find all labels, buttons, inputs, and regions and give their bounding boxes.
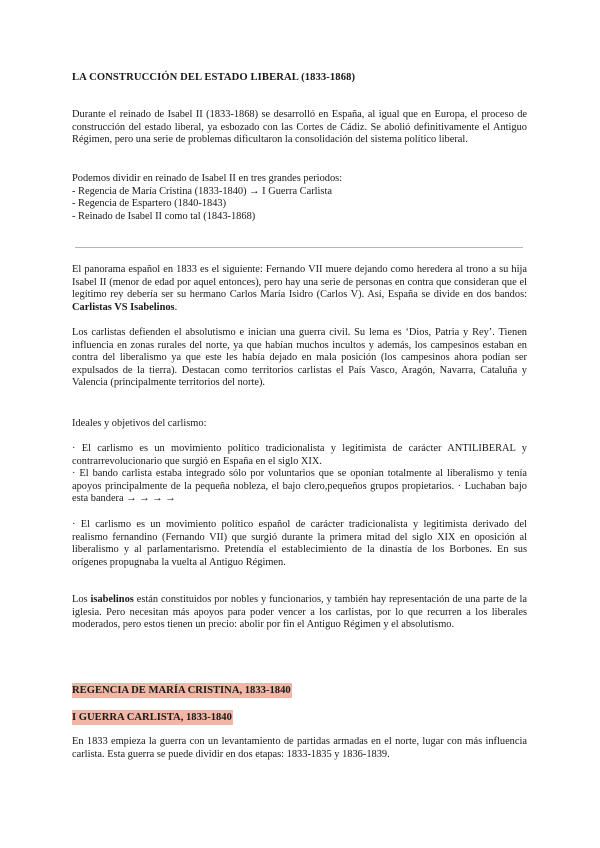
period-item: - Regencia de Espartero (1840-1843) (72, 198, 227, 210)
isabelinos-pre: Los (72, 594, 91, 605)
periods-intro: Podemos dividir en reinado de Isabel II en tres grandes periodos: (72, 173, 343, 184)
isabelinos-paragraph (72, 594, 527, 632)
period-item: - Reinado de Isabel II como tal (1843-1868) (72, 210, 256, 222)
ideales-heading: Ideales y objetivos del carlismo: (72, 418, 207, 429)
heading-guerra: I GUERRA CARLISTA, 1833-1840 (72, 712, 232, 723)
guerra-paragraph: En 1833 empieza la guerra con un levantamiento de partidas armadas en el norte, lugar con más influencia carlista. Esta guerra se puede dividir en dos etapas: 1833-1835 y 1836-1839. (72, 736, 527, 760)
period-item: - Regencia de María Cristina (1833-1840) → I Guerra Carlista (72, 185, 332, 197)
panorama-end: . (174, 301, 178, 313)
isabelinos-bold: isabelinos (90, 594, 134, 605)
ideal-item-2: · El bando carlista estaba integrado sólo por voluntarios que se oponían totalmente al liberalismo y tenía apoyos principalmente de la pequeña nobleza, el bajo clero,pequeños grupos propietarios. · Luchaban bajo esta bandera → → → → (72, 468, 527, 505)
document-title: LA CONSTRUCCIÓN DEL ESTADO LIBERAL (1833-1868) (72, 72, 356, 83)
intro-paragraph: Durante el reinado de Isabel II (1833-1868) se desarrolló en España, al igual que en Europa, el proceso de construcción del estado liberal, ya esbozado con las Cortes de Cádiz. Se abolió definitivamente el Antiguo Régimen, pero una serie de problemas dificultaron la consolidación del sistema político liberal. (72, 109, 527, 146)
ideal-item-3: · El carlismo es un movimiento político español de carácter tradicionalista y legitimista derivado del realismo fernandino (Fernando VII) que surgió durante la primera mitad del siglo XIX en oposición al liberalismo y al parlamentarismo. Pretendía el establecimiento de la dinastía de los Borbones. En sus orígenes propugnaba la vuelta al Antiguo Régimen. (72, 519, 527, 568)
heading-regencia: REGENCIA DE MARÍA CRISTINA, 1833-1840 (72, 685, 291, 696)
panorama-paragraph (72, 264, 527, 314)
panorama-text: El panorama español en 1833 es el siguiente: Fernando VII muere dejando como heredera al trono a su hija Isabel II (menor de edad por aquel entonces), pero hay una serie de personas en contra que consideran que el legítimo rey debería ser su hermano Carlos María Isidro (Carlos V). Así, España se divide en dos bandos: (72, 264, 527, 301)
horizontal-divider (75, 247, 523, 248)
panorama-bold: Carlistas VS Isabelinos (72, 301, 175, 313)
periods-section (72, 173, 527, 223)
carlistas-paragraph: Los carlistas defienden el absolutismo e inician una guerra civil. Su lema es ‘Dios, Patria y Rey’. Tienen influencia en zonas rurales del norte, ya que habían muchos incultos y además, los campesinos estaban en contra del liberalismo ya que este les había dejado en mala posición (los campesinos ahora podían ser expulsados de la tierra). Destacan como territorios carlistas el País Vasco, Aragón, Navarra, Cataluña y Valencia (principalmente territorios del norte). (72, 327, 527, 389)
ideal-item-1: · El carlismo es un movimiento político tradicionalista y legitimista de carácter ANTILIBERAL y contrarrevolucionario que surgió en España en el siglo XIX. (72, 443, 527, 467)
isabelinos-post: están constituidos por nobles y funcionarios, y también hay representación de una parte de la iglesia. Pero necesitan más apoyos para poder vencer a los carlistas, por lo que recurren a los liberales moderados, pero estos tienen un precio: abolir por fin el Antiguo Régimen y el absolutismo. (72, 594, 527, 631)
